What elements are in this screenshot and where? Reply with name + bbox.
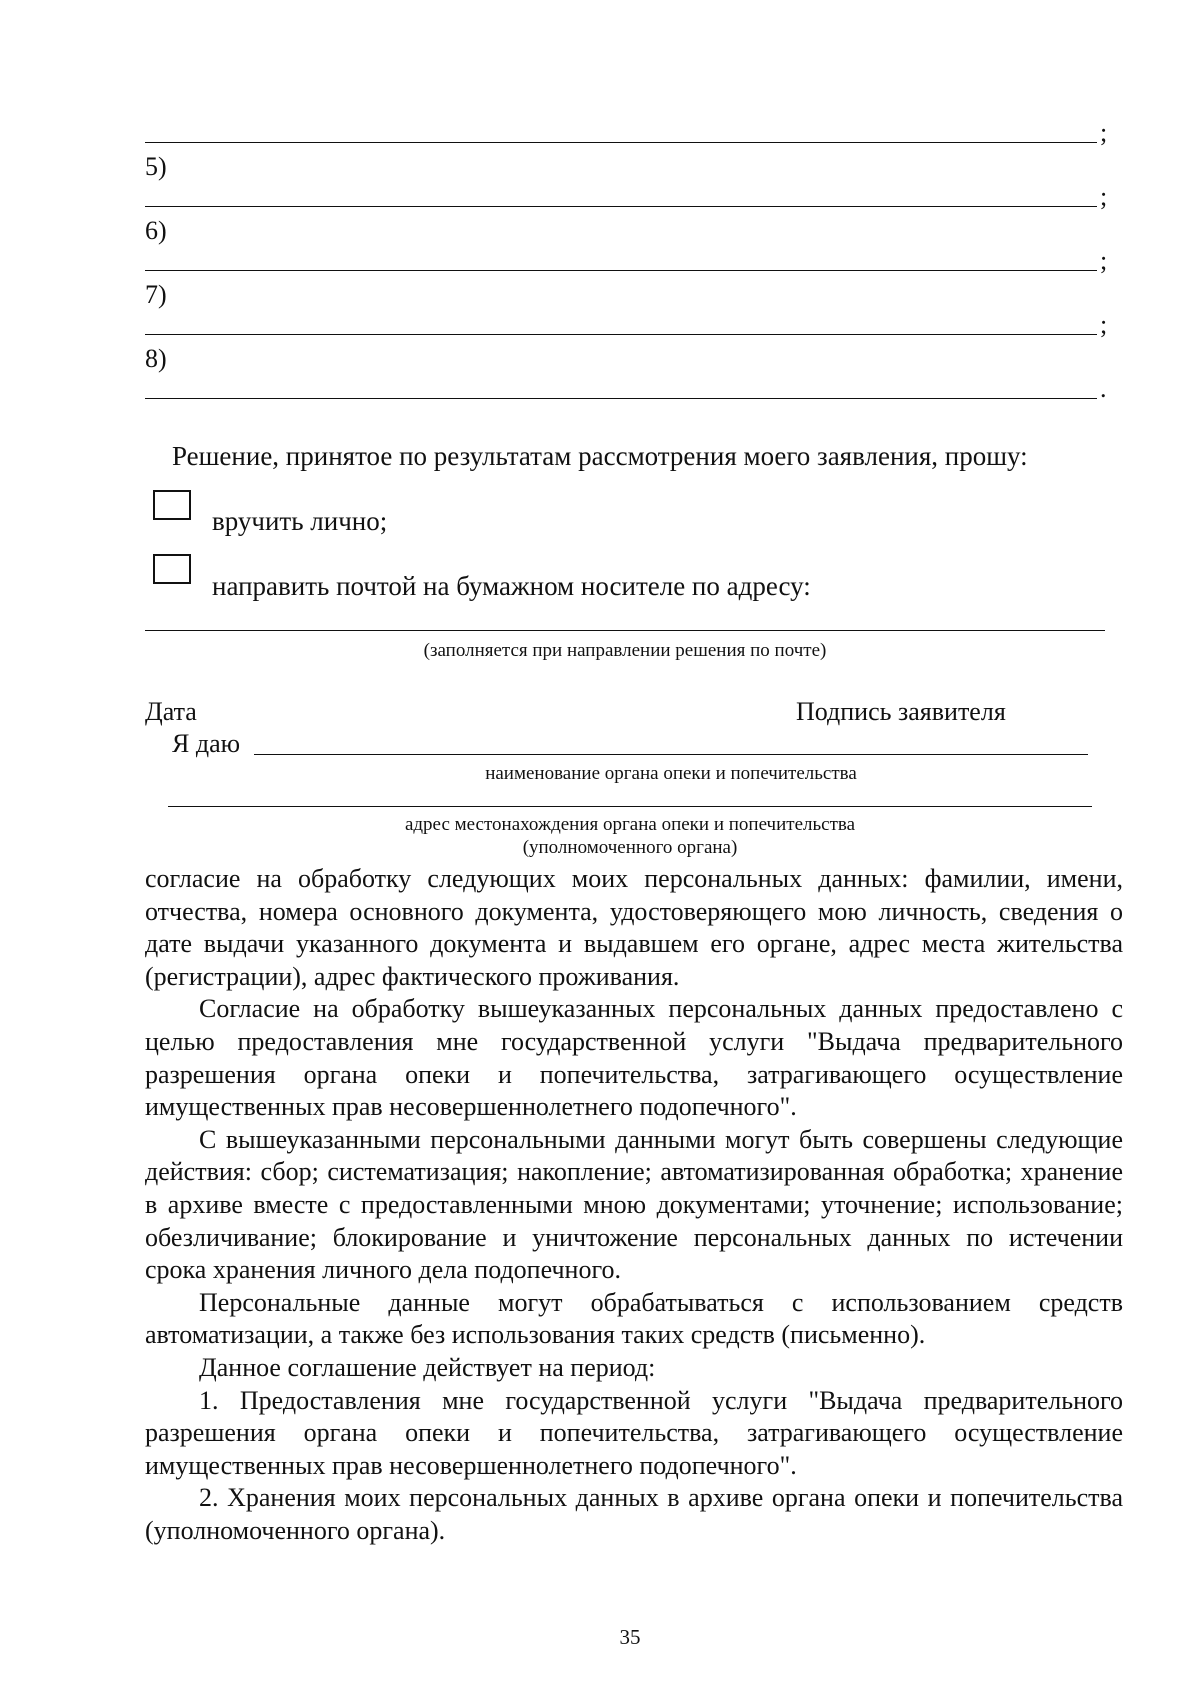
- consent-paragraph-6: 1. Предоставления мне государственной услуги "Выдача предварительного разрешения органа опеки и попечительства, затрагивающего осуществление имущественных прав несовершеннолетнего подопечного".: [145, 1385, 1123, 1480]
- line-terminator: .: [1100, 374, 1107, 403]
- blank-line-8[interactable]: [145, 398, 1097, 399]
- consent-paragraph-2: Согласие на обработку вышеуказанных персональных данных предоставлено с целью предоставления мне государственной услуги "Выдача предварительного разрешения органа опеки и попечительства, затрагивающего осуществление имущественных прав несовершеннолетнего подопечного".: [145, 994, 1123, 1122]
- authority-address-hint: адрес местонахождения органа опеки и попечительства: [404, 814, 856, 835]
- page-number: 35: [619, 1625, 641, 1649]
- checkbox-mail[interactable]: [153, 554, 191, 584]
- mail-address-hint: (заполняется при направлении решения по почте): [423, 640, 827, 661]
- consent-paragraph-5: Данное соглашение действует на период:: [199, 1352, 656, 1382]
- item-number-8: 8): [145, 344, 167, 373]
- consent-paragraph-4: Персональные данные могут обрабатываться с использованием средств автоматизации, а также без использования таких средств (письменно).: [145, 1287, 1123, 1350]
- i-give-label: Я даю: [172, 729, 241, 758]
- blank-line-5[interactable]: [145, 206, 1097, 207]
- consent-paragraph-7: 2. Хранения моих персональных данных в архиве органа опеки и попечительства (уполномоченного органа).: [145, 1483, 1123, 1545]
- option-personal-label: вручить лично;: [212, 506, 388, 536]
- mail-address-line[interactable]: [145, 630, 1105, 631]
- authority-name-hint: наименование органа опеки и попечительства: [485, 763, 857, 784]
- line-terminator: ;: [1100, 118, 1108, 147]
- option-mail-label: направить почтой на бумажном носителе по адресу:: [212, 571, 811, 601]
- blank-line-4[interactable]: [145, 142, 1097, 143]
- item-number-7: 7): [145, 280, 167, 309]
- item-number-5: 5): [145, 152, 167, 181]
- line-terminator: ;: [1100, 310, 1108, 339]
- authority-name-line[interactable]: [254, 754, 1088, 755]
- blank-line-7[interactable]: [145, 334, 1097, 335]
- decision-intro: Решение, принятое по результатам рассмотрения моего заявления, прошу:: [172, 441, 1028, 471]
- blank-line-6[interactable]: [145, 270, 1097, 271]
- consent-body: [145, 863, 1123, 1547]
- line-terminator: ;: [1100, 182, 1108, 211]
- authority-address-line[interactable]: [168, 806, 1092, 807]
- date-label: Дата: [145, 697, 197, 726]
- checkbox-personal[interactable]: [153, 490, 191, 520]
- consent-paragraph-3: С вышеуказанными персональными данными могут быть совершены следующие действия: сбор; систематизация; накопление; автоматизированная обработка; хранение в архиве вместе с предоставленными мною документами; уточнение; использование; обезличивание; блокирование и уничтожение персональных данных по истечении срока хранения личного дела подопечного.: [145, 1124, 1123, 1285]
- signature-label: Подпись заявителя: [796, 697, 1006, 726]
- item-number-6: 6): [145, 216, 167, 245]
- consent-paragraph-1: согласие на обработку следующих моих персональных данных: фамилии, имени, отчества, номера основного документа, удостоверяющего мою личность, сведения о дате выдачи указанного документа и выдавшем его органе, адрес места жительства (регистрации), адрес фактического проживания.: [145, 864, 1123, 991]
- authority-address-hint-2: (уполномоченного органа): [522, 837, 738, 858]
- line-terminator: ;: [1100, 246, 1108, 275]
